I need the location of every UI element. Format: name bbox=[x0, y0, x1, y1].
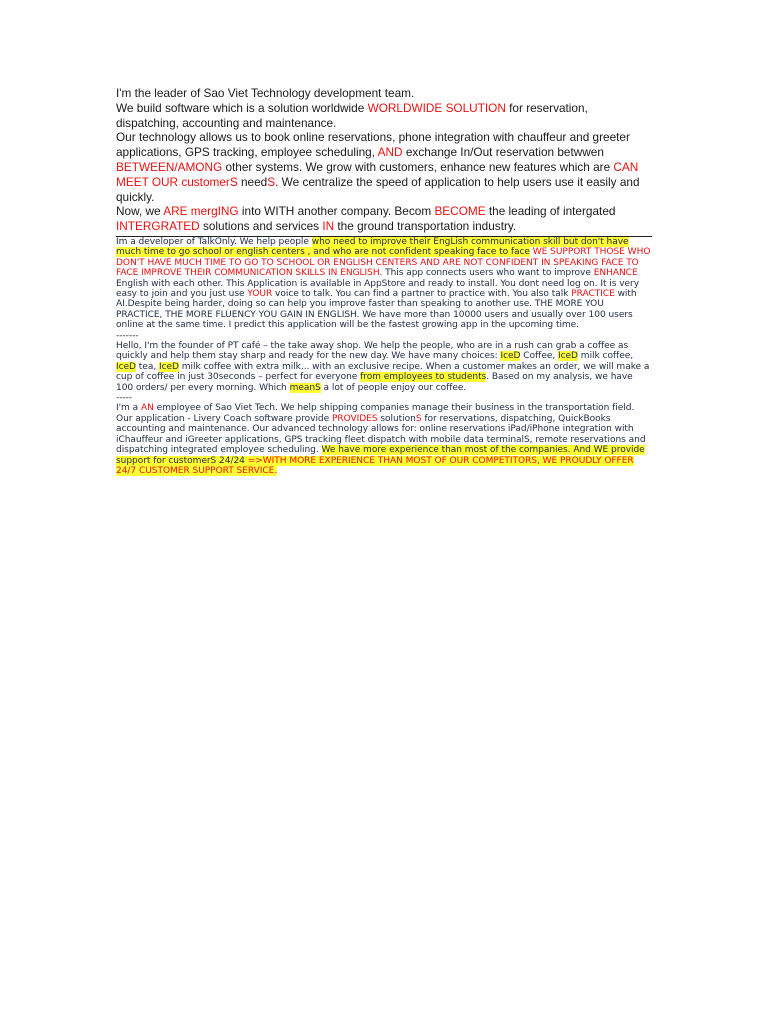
text-run: Our technology allows us to book online reservations, phone integration with chauffeur and greeter applications, GPS tracking, employee scheduling, bbox=[116, 130, 630, 160]
correction-text: INTERGRATED bbox=[116, 219, 200, 234]
highlighted-text: from employees to students bbox=[360, 372, 487, 383]
highlighted-text: IceD bbox=[158, 361, 179, 372]
intro-paragraph-4 bbox=[116, 204, 652, 234]
correction-text: CAN MEET OUR customerS bbox=[116, 159, 639, 189]
text-run: Hello, I'm the founder of PT café – the take away shop. We help the people, who are in a rush can grab a coffee as quickly and help them stay sharp and ready for the new day. We have many choices: bbox=[116, 341, 629, 362]
text-run: tea, bbox=[135, 361, 159, 372]
correction-text: ARE mergING bbox=[163, 204, 239, 219]
text-run: the leading of intergated bbox=[485, 204, 616, 219]
correction-text: S bbox=[267, 174, 276, 189]
separator-1: ------- bbox=[116, 330, 139, 341]
correction-text: ENHANCE bbox=[593, 268, 638, 279]
text-run: Coffee, bbox=[520, 351, 558, 362]
correction-text: BECOME bbox=[434, 204, 486, 219]
talkonly-paragraph bbox=[116, 237, 652, 331]
text-run: a lot of people enjoy our coffee. bbox=[320, 382, 467, 393]
text-run: the ground transportation industry. bbox=[334, 219, 517, 234]
text-run: milk coffee, bbox=[577, 351, 634, 362]
correction-text: WORLDWIDE SOLUTION bbox=[367, 100, 506, 115]
correction-text: PROVIDES bbox=[331, 413, 378, 424]
text-run: need bbox=[237, 174, 268, 189]
intro-line-1: I'm the leader of Sao Viet Technology development team. bbox=[116, 86, 415, 100]
text-run: Im a developer of TalkOnly. We help people bbox=[116, 236, 312, 247]
text-run: Now, we bbox=[116, 204, 164, 219]
highlighted-text: We have more experience than most of the companies. And WE provide support for customerS 24/24 bbox=[116, 445, 645, 466]
intro-paragraph-2 bbox=[116, 101, 652, 131]
correction-text: AND bbox=[377, 145, 403, 160]
text-run: into WITH another company. Becom bbox=[238, 204, 435, 219]
drafts-section bbox=[116, 237, 652, 476]
text-run: exchange In/Out reservation betwwen bbox=[402, 145, 604, 160]
text-run: . We centralize the speed of application to help users use it easily and quickly. bbox=[116, 174, 640, 204]
text-run: for reservations, dispatching, QuickBooks accounting and maintenance. Our advanced technology allows for: online reservations iPad/iPhone integration with iChauffeur and iGreeter applications, GPS tracking fleet dispatch with mobile data terminalS, remote reservations and dispatching integrated employee scheduling. bbox=[116, 413, 646, 456]
text-run: . Based on my analysis, we have 100 orders/ per every morning. Which bbox=[116, 372, 633, 393]
text-run: with AI.Despite being harder, doing so can help you improve faster than speaking to another use. THE MORE YOU PRACTICE, THE MORE FLUENCY YOU GAIN IN ENGLISH. We have more than 10000 users and usually over 100 users online at the same time. I predict this application will be the fastest growing app in the upcoming time. bbox=[116, 289, 637, 331]
highlighted-text: IceD bbox=[558, 351, 578, 362]
intro-paragraph-3 bbox=[116, 130, 652, 204]
text-run: solutions and services bbox=[199, 219, 323, 234]
text-run: other systems. We grow with customers, enhance new features which are bbox=[222, 159, 614, 174]
cafe-paragraph bbox=[116, 341, 652, 393]
highlighted-text: =>WITH MORE EXPERIENCE THAN MOST OF OUR COMPETITORS, WE PROUDLY OFFER 24/7 CUSTOMER SUPPORT SERVICE. bbox=[116, 455, 634, 476]
highlighted-text: who need to improve their EngLish communication skill but don't have much time to go school or english centers , and who are not confident speaking face to face bbox=[116, 236, 629, 258]
highlighted-text: IceD bbox=[500, 351, 521, 362]
text-run: milk coffee with extra milk... with an exclusive recipe. When a customer makes an order, we will make a cup of coffee in just 30seconds – perfect for everyone bbox=[116, 361, 650, 383]
text-run: . This app connects users who want to improve bbox=[379, 268, 594, 279]
correction-text: S bbox=[415, 413, 422, 424]
highlighted-text: meanS bbox=[289, 382, 321, 393]
correction-text: WE SUPPORT THOSE WHO DON'T HAVE MUCH TIME TO GO TO SCHOOL OR ENGLISH CENTERS AND ARE NOT CONFIDENT IN SPEAKING FACE TO FACE IMPROVE THEIR COMMUNICATION SKILLS IN ENGLISH bbox=[116, 247, 651, 279]
text-run: employee of Sao Viet Tech. We help shipping companies manage their business in the transportation field. Our application - Livery Coach software provide bbox=[116, 403, 635, 424]
document-page bbox=[116, 86, 652, 476]
text-run: solution bbox=[377, 413, 416, 424]
highlighted-text: IceD bbox=[116, 361, 136, 372]
correction-text: AN bbox=[140, 403, 154, 414]
text-run: English with each other. This Application is available in AppStore and ready to install. You dont need log on. It is very easy to join and you just use bbox=[116, 278, 640, 299]
separator-2: ----- bbox=[116, 393, 133, 404]
text-run: We build software which is a solution worldwide bbox=[116, 100, 368, 115]
text-run: I'm a bbox=[116, 403, 141, 414]
correction-text: YOUR bbox=[247, 289, 273, 299]
correction-text: IN bbox=[322, 219, 335, 234]
correction-text: BETWEEN/AMONG bbox=[116, 159, 223, 174]
text-run: voice to talk. You can find a partner to practice with. You also talk bbox=[272, 289, 572, 299]
saoviet-paragraph bbox=[116, 403, 652, 476]
correction-text: PRACTICE bbox=[571, 289, 615, 299]
intro-section bbox=[116, 86, 652, 234]
text-run: for reservation, dispatching, accounting and maintenance. bbox=[116, 100, 588, 130]
